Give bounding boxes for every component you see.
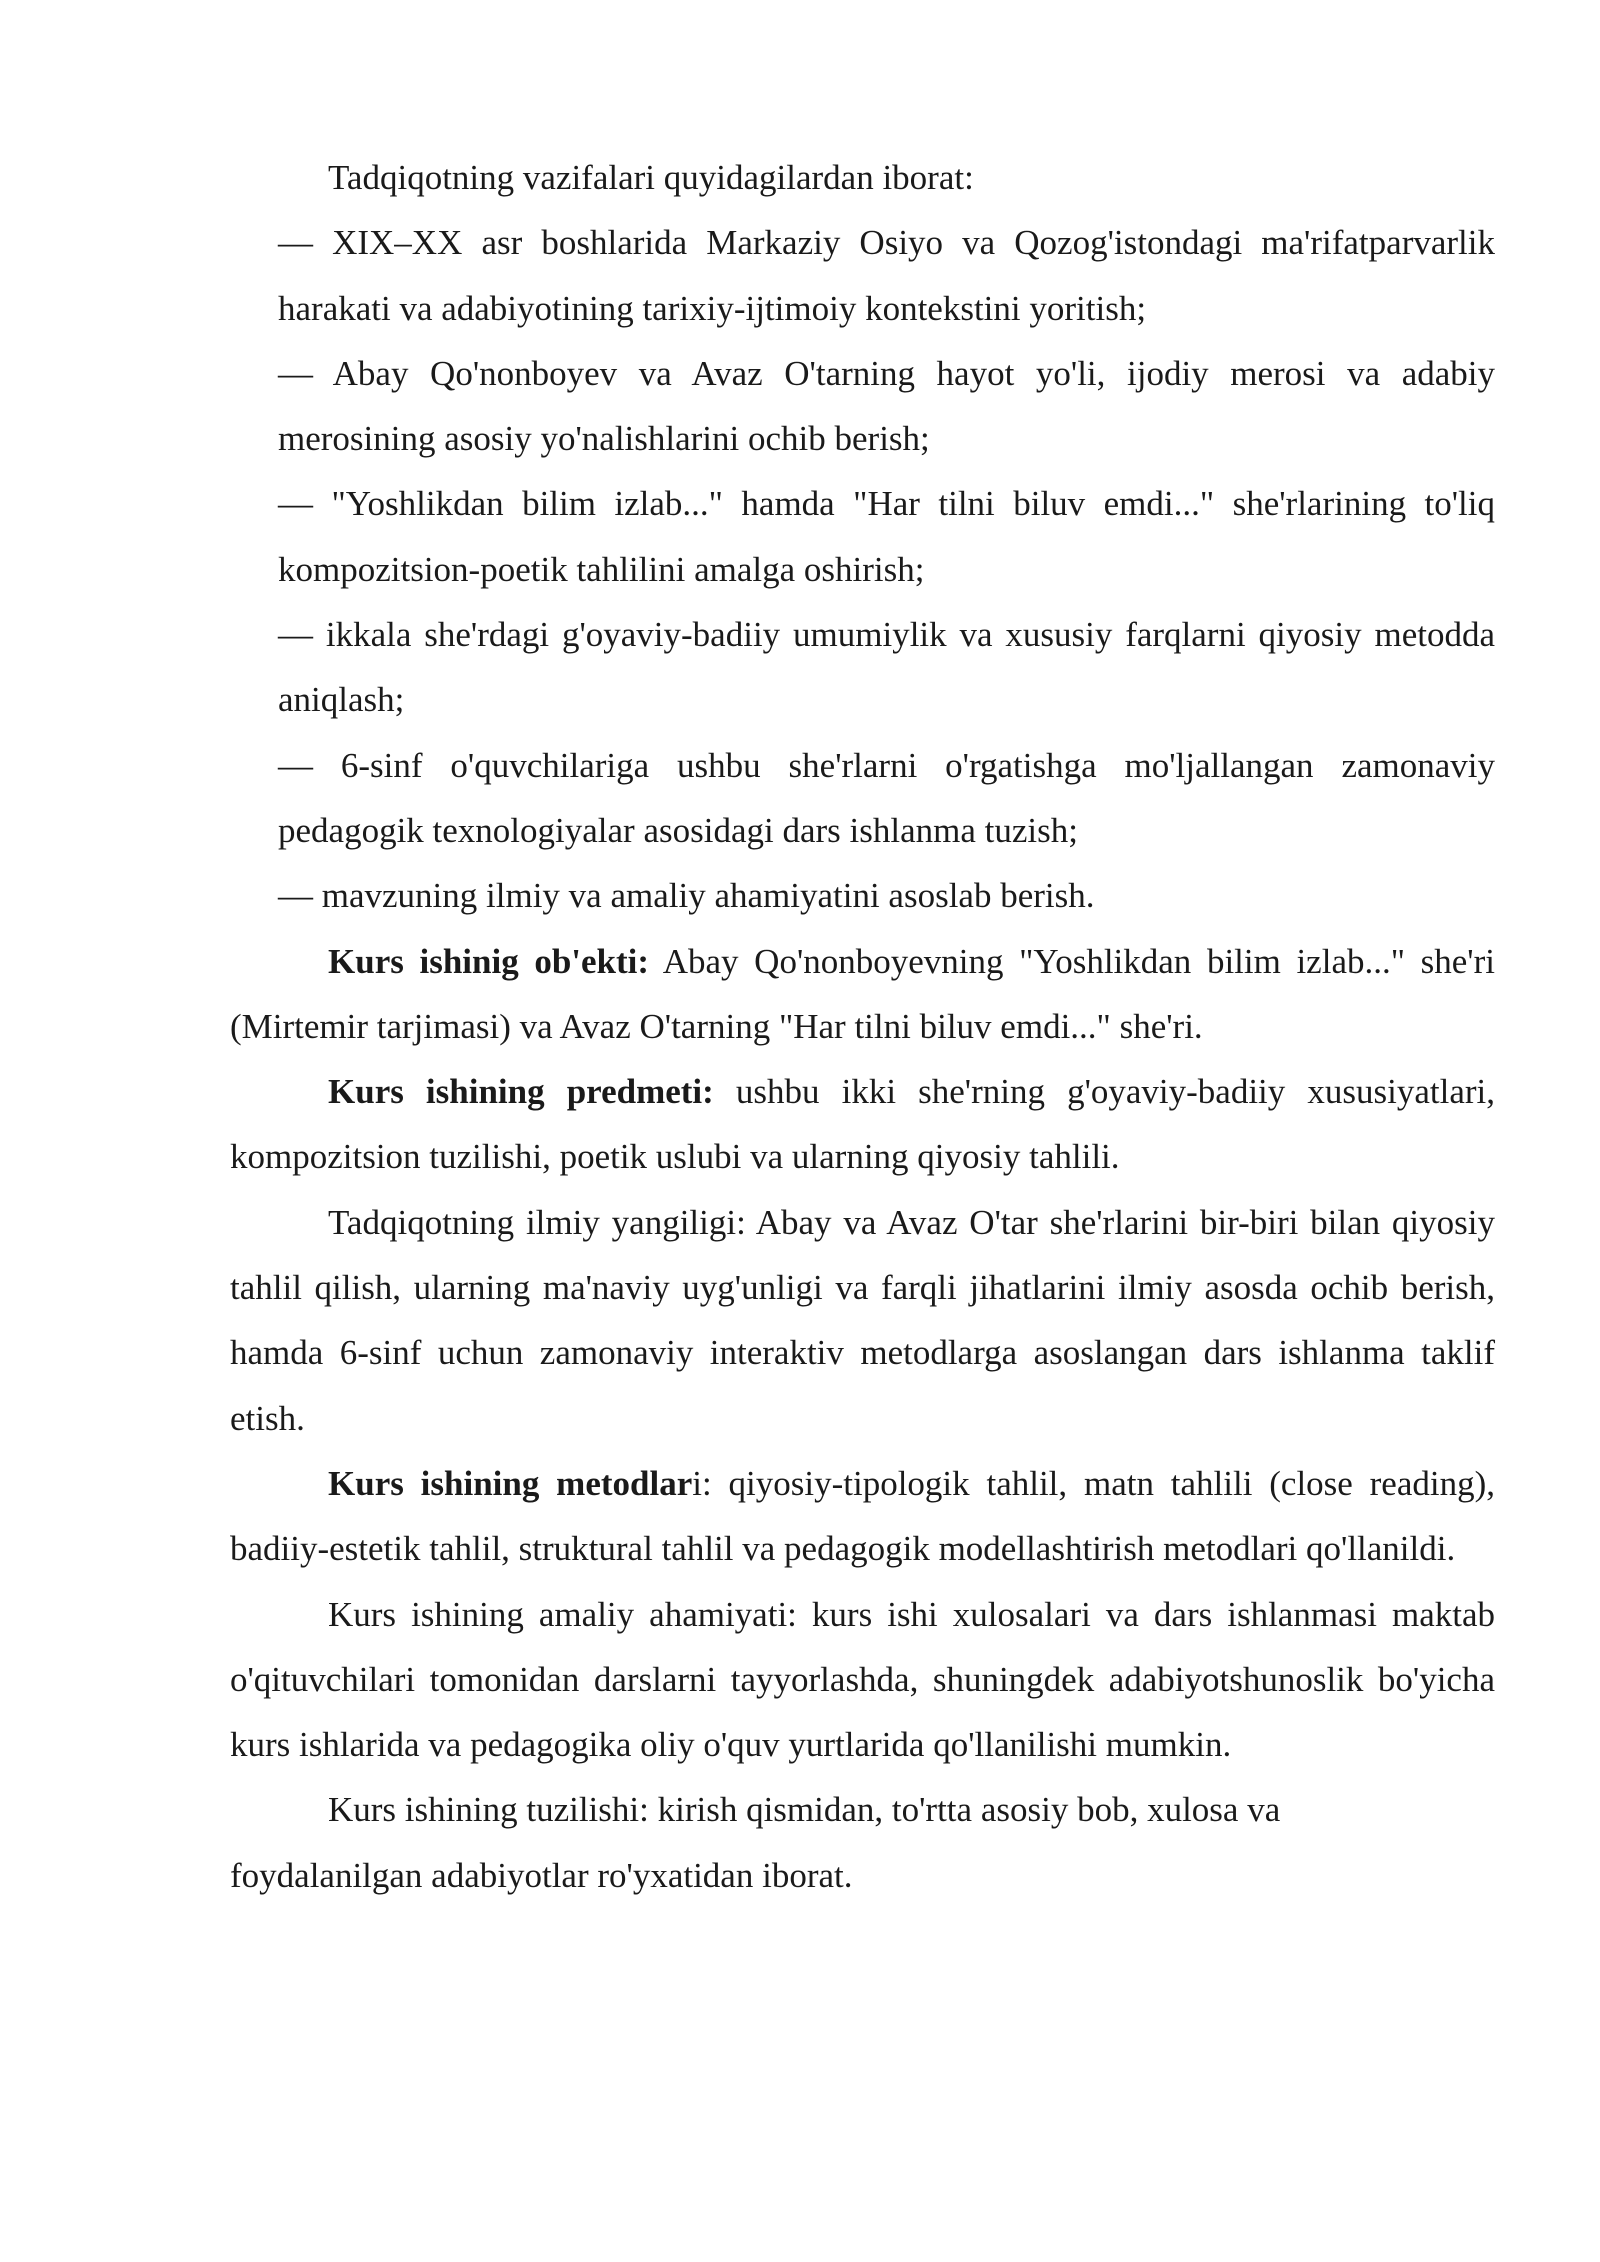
task-item-4: — ikkala she'rdagi g'oyaviy-badiiy umumiylik va xususiy farqlarni qiyosiy metodda aniqlash; xyxy=(278,615,1495,720)
methods-text: i: qiyosiy-tipologik tahlil, matn tahlili (close reading), badiiy-estetik tahlil, struktural tahlil va pedagogik modellashtirish metodlari qo'llanildi. xyxy=(230,1463,1495,1569)
structure-paragraph-line2: foydalanilgan adabiyotlar ro'yxatidan iborat. xyxy=(230,1855,853,1895)
task-item-1: — XIX–XX asr boshlarida Markaziy Osiyo va Qozog'istondagi ma'rifatparvarlik harakati va adabiyotining tarixiy-ijtimoiy kontekstini yoritish; xyxy=(278,223,1495,328)
document-page xyxy=(230,145,1495,1908)
task-item-6: — mavzuning ilmiy va amaliy ahamiyatini asoslab berish. xyxy=(278,876,1095,916)
methods-label: Kurs ishining metodlar xyxy=(328,1463,693,1503)
object-paragraph xyxy=(230,929,1495,1060)
practical-paragraph: Kurs ishining amaliy ahamiyati: kurs ishi xulosalari va dars ishlanmasi maktab o'qituvchilari tomonidan darslarni tayyorlashda, shuningdek adabiyotshunoslik bo'yicha kurs ishlarida va pedagogika oliy o'quv yurtlarida qo'llanilishi mumkin. xyxy=(230,1594,1495,1765)
subject-label: Kurs ishining predmeti: xyxy=(328,1072,714,1112)
structure-paragraph-line1: Kurs ishining tuzilishi: kirish qismidan, to'rtta asosiy bob, xulosa va xyxy=(328,1790,1281,1830)
novelty-paragraph: Tadqiqotning ilmiy yangiligi: Abay va Avaz O'tar she'rlarini bir-biri bilan qiyosiy tahlil qilish, ularning ma'naviy uyg'unligi va farqli jihatlarini ilmiy asosda ochib berish, hamda 6-sinf uchun zamonaviy interaktiv metodlarga asoslangan dars ishlanma taklif etish. xyxy=(230,1202,1495,1438)
object-label: Kurs ishinig ob'ekti: xyxy=(328,941,650,981)
task-item-3: — "Yoshlikdan bilim izlab..." hamda "Har tilni biluv emdi..." she'rlarining to'liq kompozitsion-poetik tahlilini amalga oshirish; xyxy=(278,484,1495,589)
task-item-2: — Abay Qo'nonboyev va Avaz O'tarning hayot yo'li, ijodiy merosi va adabiy merosining asosiy yo'nalishlarini ochib berish; xyxy=(278,353,1495,459)
task-item-5: — 6-sinf o'quvchilariga ushbu she'rlarni o'rgatishga mo'ljallangan zamonaviy pedagogik texnologiyalar asosidagi dars ishlanma tuzish; xyxy=(278,745,1495,850)
subject-text: ushbu ikki she'rning g'oyaviy-badiiy xususiyatlari, kompozitsion tuzilishi, poetik uslubi va ularning qiyosiy tahlili. xyxy=(230,1072,1495,1177)
object-text: Abay Qo'nonboyevning "Yoshlikdan bilim izlab..." she'ri (Mirtemir tarjimasi) va Avaz O'tarning "Har tilni biluv emdi..." she'ri. xyxy=(230,941,1495,1046)
tasks-intro-paragraph: Tadqiqotning vazifalari quyidagilardan iborat: xyxy=(328,158,974,197)
subject-paragraph xyxy=(230,1059,1495,1190)
methods-paragraph xyxy=(230,1451,1495,1582)
